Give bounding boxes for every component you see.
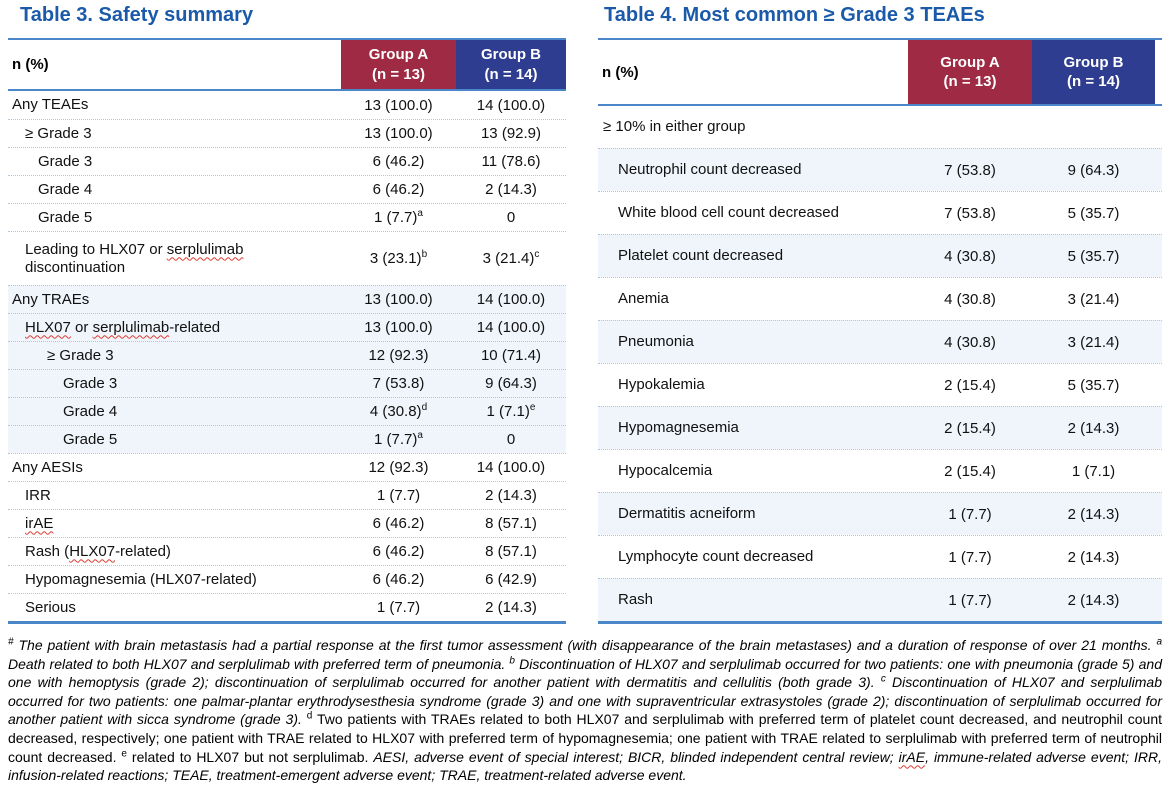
spellcheck-underlined-text: serplulimab — [166, 240, 244, 258]
value-text: 2 (15.4) — [944, 462, 996, 480]
table-row — [8, 537, 566, 565]
value-cell — [341, 291, 456, 308]
table-row — [598, 148, 1162, 191]
value-text: 7 (53.8) — [944, 161, 996, 179]
value-text: 14 (100.0) — [476, 459, 546, 476]
value-cell — [456, 250, 566, 267]
value-text: 1 (7.7) — [948, 591, 992, 609]
table4-group-b-header — [1032, 40, 1155, 104]
group-b-label: Group B — [481, 46, 541, 63]
value-cell — [341, 347, 456, 364]
table-row — [598, 449, 1162, 492]
table-row — [598, 535, 1162, 578]
row-label — [598, 247, 908, 265]
value-cell — [456, 571, 566, 588]
value-text: 6 (46.2) — [372, 181, 425, 198]
value-cell — [456, 153, 566, 170]
footnote-text: related to HLX07 but not serplulimab. — [126, 748, 374, 765]
value-cell — [341, 431, 456, 448]
footnote-text: Discontinuation of HLX07 and serplulimab occurred for two patients: one palmar-plantar erythrodysesthesia syndrome (grade 3) and one with supraventricular extrasystoles (grade 2); discontinuation of serplulimab occurred for another patient with sicca syndrome (grade 3). — [8, 674, 1162, 728]
value-cell — [908, 549, 1032, 566]
grade3-teae-table — [598, 2, 1162, 624]
section-header-row — [598, 106, 1162, 148]
table-row — [598, 320, 1162, 363]
value-cell — [341, 97, 456, 114]
row-label — [598, 591, 908, 609]
value-text: 2 (14.3) — [1067, 548, 1120, 566]
value-cell — [456, 319, 566, 336]
value-text: 9 (64.3) — [485, 375, 537, 392]
value-cell — [1032, 463, 1155, 480]
table-row — [8, 397, 566, 425]
row-label-text: Serious — [25, 598, 76, 616]
value-text: 2 (14.3) — [1067, 419, 1120, 437]
value-text: 2 (15.4) — [944, 376, 996, 394]
row-label-text: Hypomagnesemia (HLX07-related) — [25, 570, 257, 588]
value-text: 6 (46.2) — [372, 515, 425, 532]
row-label-text: Grade 3 — [38, 152, 93, 170]
row-label-text: ≥ Grade 3 — [25, 124, 92, 142]
value-text: 3 (21.4) — [1067, 290, 1120, 308]
value-text: 1 (7.7) — [374, 431, 418, 448]
row-label — [8, 459, 341, 477]
table-row — [8, 119, 566, 147]
value-cell — [1032, 334, 1155, 351]
row-label-text: Any AESIs — [12, 458, 83, 476]
group-b-n: (n = 14) — [484, 65, 538, 83]
value-cell — [341, 153, 456, 170]
spellcheck-underlined-text: HLX07 — [69, 542, 116, 560]
superscript-marker: a — [417, 208, 423, 219]
superscript-marker: b — [421, 249, 428, 260]
row-label — [8, 403, 341, 421]
row-label — [8, 375, 341, 393]
value-text: 5 (35.7) — [1067, 247, 1120, 265]
row-label — [8, 291, 341, 309]
footnote-superscript-marker: c — [880, 673, 886, 685]
row-label — [598, 376, 908, 394]
value-cell — [456, 291, 566, 308]
footnote-superscript-marker: a — [1156, 636, 1162, 648]
table-row — [8, 231, 566, 285]
value-text: 6 (46.2) — [372, 543, 425, 560]
group-a-label: Group A — [368, 46, 429, 63]
row-label-text: Grade 4 — [38, 180, 93, 198]
table-row — [598, 234, 1162, 277]
value-cell — [456, 431, 566, 448]
value-text: 11 (78.6) — [481, 153, 541, 170]
row-label — [598, 290, 908, 308]
value-cell — [456, 487, 566, 504]
value-text: 13 (100.0) — [364, 125, 433, 142]
value-text: 1 (7.7) — [374, 209, 418, 226]
footnote-superscript-marker: # — [8, 636, 14, 648]
superscript-marker: e — [529, 402, 536, 413]
superscript-marker: d — [421, 402, 428, 413]
value-cell — [908, 205, 1032, 222]
table3-group-b-header — [456, 40, 566, 89]
row-label — [8, 125, 341, 143]
value-cell — [1032, 205, 1155, 222]
row-label — [598, 118, 1162, 136]
group-b-label: Group B — [1063, 53, 1124, 71]
value-cell — [456, 181, 566, 198]
table-row — [8, 425, 566, 453]
row-label — [8, 347, 341, 365]
value-text: 8 (57.1) — [485, 515, 537, 532]
footnote-text: Discontinuation of HLX07 and serplulimab occurred for two patients: one with pneumonia (grade 5) and one with hemoptysis (grade 2); discontinuation of serplulimab occurred for another patient with dermatitis and cellulitis (both grade 3). — [8, 655, 1162, 691]
value-cell — [1032, 506, 1155, 523]
table-row — [598, 277, 1162, 320]
value-text: 12 (92.3) — [368, 459, 429, 476]
spellcheck-underlined-text: serplulimab — [92, 318, 170, 336]
table3-group-a-header — [341, 40, 456, 89]
row-label-text: Hypomagnesemia — [618, 419, 739, 436]
value-cell — [341, 319, 456, 336]
row-label — [8, 153, 341, 171]
spellcheck-underlined-text: irAE — [898, 748, 926, 765]
value-cell — [341, 459, 456, 476]
value-text: 4 (30.8) — [944, 247, 996, 265]
value-text: 1 (7.7) — [948, 505, 992, 523]
value-text: 1 (7.1) — [486, 403, 530, 420]
group-a-label: Group A — [940, 53, 1000, 71]
value-text: 5 (35.7) — [1067, 204, 1120, 222]
value-text: 1 (7.7) — [376, 487, 421, 504]
row-label-text: Any TEAEs — [12, 96, 89, 113]
row-label-text: IRR — [25, 486, 51, 504]
value-cell — [908, 592, 1032, 609]
value-text: 3 (23.1) — [369, 250, 422, 267]
value-text: 14 (100.0) — [476, 96, 546, 114]
value-cell — [341, 209, 456, 226]
table-row — [598, 363, 1162, 406]
row-label-text: -related) — [115, 542, 171, 560]
row-label — [8, 181, 341, 199]
value-cell — [456, 347, 566, 364]
row-label-text: Dermatitis acneiform — [618, 505, 756, 522]
value-cell — [1032, 162, 1155, 179]
row-label-text: Leading to HLX07 or — [25, 240, 167, 258]
table3-n-percent-label: n (%) — [12, 56, 49, 73]
row-label — [598, 548, 908, 566]
value-text: 1 (7.1) — [1071, 462, 1116, 480]
value-text: 2 (14.3) — [485, 599, 537, 616]
value-text: 1 (7.7) — [948, 548, 992, 566]
value-cell — [341, 515, 456, 532]
value-text: 13 (100.0) — [364, 319, 433, 336]
value-cell — [341, 181, 456, 198]
table-row — [8, 175, 566, 203]
table-row — [8, 593, 566, 621]
value-text: 13 (100.0) — [364, 96, 433, 114]
footnote-superscript-marker: e — [121, 747, 127, 759]
value-cell — [341, 403, 456, 420]
value-text: 13 (100.0) — [364, 291, 433, 308]
value-cell — [908, 420, 1032, 437]
footnote-text: Death related to both HLX07 and serplulimab with preferred term of pneumonia. — [8, 655, 510, 672]
row-label-text: Grade 4 — [63, 402, 118, 420]
table-row — [8, 453, 566, 481]
value-text: 9 (64.3) — [1067, 161, 1120, 179]
spellcheck-underlined-text: irAE — [25, 514, 54, 532]
value-cell — [456, 97, 566, 114]
value-text: 2 (14.3) — [1067, 591, 1120, 609]
value-cell — [908, 248, 1032, 265]
row-label — [598, 505, 908, 523]
row-label — [8, 241, 341, 277]
table-row — [8, 565, 566, 593]
value-cell — [456, 543, 566, 560]
row-label-text: Grade 5 — [63, 430, 118, 448]
footnote-paragraph — [8, 636, 1162, 785]
group-a-n: (n = 13) — [943, 73, 997, 90]
row-label-text: Neutrophil count decreased — [618, 161, 802, 178]
value-text: 5 (35.7) — [1067, 376, 1120, 394]
row-label — [598, 462, 908, 480]
footnote-text: The patient with brain metastasis had a partial response at the first tumor assessment (with disappearance of the brain metastases) and a duration of response of over 21 months. — [13, 637, 1157, 653]
superscript-marker: c — [534, 249, 540, 260]
value-cell — [341, 250, 456, 267]
superscript-marker: a — [417, 430, 423, 441]
value-cell — [341, 543, 456, 560]
value-text: 8 (57.1) — [485, 543, 537, 560]
table4-body — [598, 106, 1162, 624]
value-text: 0 — [506, 431, 516, 448]
table-row — [8, 285, 566, 313]
footnote-superscript-marker: d — [306, 710, 313, 722]
row-label-text: Grade 5 — [38, 208, 93, 226]
row-label-text: Anemia — [618, 290, 669, 307]
value-cell — [1032, 377, 1155, 394]
footnote-text: , immune-related adverse event; IRR, infusion-related reactions; TEAE, treatment-emergent adverse event; TRAE, treatment-related adverse event. — [8, 748, 1163, 784]
row-label-text: ≥ 10% in either group — [603, 118, 746, 135]
value-cell — [456, 209, 566, 226]
value-cell — [341, 599, 456, 616]
row-label-text: Grade 3 — [63, 374, 118, 392]
value-text: 6 (46.2) — [372, 571, 425, 588]
table-row — [8, 203, 566, 231]
table-row — [8, 147, 566, 175]
row-label — [8, 571, 341, 589]
table3-title: Table 3. Safety summary — [20, 4, 254, 26]
footnote-text: Two patients with TRAEs related to both HLX07 and serplulimab with preferred term of platelet count decreased, and neutrophil count decreased, respectively; one patient with TRAE related to HLX07 with preferred term of hypomagnesemia; one patient with TRAE related to serplulimab with preferred term of neutrophil count decreased. — [8, 711, 1163, 765]
row-label-text: Hypokalemia — [618, 376, 705, 393]
row-label — [598, 161, 908, 179]
value-text: 2 (14.3) — [1067, 505, 1120, 523]
value-cell — [908, 291, 1032, 308]
row-label — [8, 319, 341, 337]
value-cell — [456, 125, 566, 142]
table-row — [8, 313, 566, 341]
table-row — [598, 578, 1162, 621]
value-text: 14 (100.0) — [476, 319, 546, 336]
value-text: 3 (21.4) — [482, 250, 535, 267]
table-row — [8, 91, 566, 119]
row-label — [8, 209, 341, 227]
row-label-text: Pneumonia — [618, 333, 694, 350]
value-text: 10 (71.4) — [480, 347, 542, 364]
value-cell — [456, 403, 566, 420]
value-cell — [456, 375, 566, 392]
row-label-text: Platelet count decreased — [618, 247, 784, 264]
value-text: 6 (42.9) — [485, 571, 537, 588]
table-row — [8, 509, 566, 537]
row-label-text: discontinuation — [25, 258, 126, 276]
row-label-text: or — [70, 318, 93, 336]
value-text: 4 (30.8) — [944, 290, 996, 308]
row-label — [8, 599, 341, 617]
row-label-text: Lymphocyte count decreased — [618, 548, 814, 565]
row-label — [598, 419, 908, 437]
row-label-text: Rash ( — [25, 542, 70, 560]
value-cell — [1032, 420, 1155, 437]
row-label — [8, 96, 341, 114]
row-label — [8, 515, 341, 533]
table4-header-row — [598, 38, 1162, 106]
value-cell — [341, 571, 456, 588]
value-text: 12 (92.3) — [368, 347, 429, 364]
value-text: 14 (100.0) — [476, 291, 546, 308]
value-cell — [1032, 549, 1155, 566]
value-text: 4 (30.8) — [944, 333, 996, 351]
value-cell — [341, 125, 456, 142]
row-label — [8, 431, 341, 449]
table4-title: Table 4. Most common ≥ Grade 3 TEAEs — [604, 4, 985, 26]
row-label — [598, 333, 908, 351]
row-label-text: Hypocalcemia — [618, 462, 713, 479]
value-cell — [908, 506, 1032, 523]
row-label-text: Any TRAEs — [12, 290, 90, 308]
footnote-text: AESI, adverse event of special interest; BICR, blinded independent central review; — [373, 748, 899, 765]
value-text: 0 — [506, 209, 516, 226]
value-text: 2 (15.4) — [944, 419, 996, 437]
value-text: 13 (92.9) — [480, 125, 542, 142]
row-label-text: White blood cell count decreased — [618, 204, 839, 221]
group-b-n: (n = 14) — [1067, 73, 1120, 90]
value-cell — [908, 162, 1032, 179]
value-text: 7 (53.8) — [372, 375, 425, 392]
table-row — [8, 369, 566, 397]
value-cell — [456, 599, 566, 616]
value-cell — [341, 375, 456, 392]
table4-n-percent-label: n (%) — [602, 63, 639, 81]
value-cell — [908, 334, 1032, 351]
table-row — [8, 341, 566, 369]
table4-group-a-header — [908, 40, 1032, 104]
value-text: 4 (30.8) — [369, 403, 422, 420]
footnote-superscript-marker: b — [509, 654, 515, 666]
value-text: 7 (53.8) — [944, 204, 996, 222]
table-row — [598, 492, 1162, 535]
value-cell — [456, 459, 566, 476]
value-text: 2 (14.3) — [485, 181, 537, 198]
safety-summary-table — [8, 2, 566, 624]
value-text: 3 (21.4) — [1067, 333, 1120, 351]
value-text: 1 (7.7) — [376, 599, 421, 616]
value-text: 2 (14.3) — [485, 487, 537, 504]
row-label — [8, 487, 341, 505]
value-cell — [456, 515, 566, 532]
group-a-n: (n = 13) — [372, 65, 425, 83]
table3-body — [8, 91, 566, 624]
spellcheck-underlined-text: HLX07 — [25, 318, 71, 336]
value-cell — [908, 377, 1032, 394]
table-row — [8, 481, 566, 509]
row-label-text: -related — [169, 318, 221, 336]
row-label-text: Rash — [618, 591, 654, 608]
table-row — [598, 406, 1162, 449]
value-cell — [1032, 592, 1155, 609]
value-cell — [341, 487, 456, 504]
value-cell — [908, 463, 1032, 480]
table3-header-row — [8, 38, 566, 91]
row-label — [8, 543, 341, 561]
row-label — [598, 204, 908, 222]
value-cell — [1032, 248, 1155, 265]
row-label-text: ≥ Grade 3 — [47, 346, 114, 364]
value-cell — [1032, 291, 1155, 308]
table-row — [598, 191, 1162, 234]
value-text: 6 (46.2) — [372, 153, 425, 170]
